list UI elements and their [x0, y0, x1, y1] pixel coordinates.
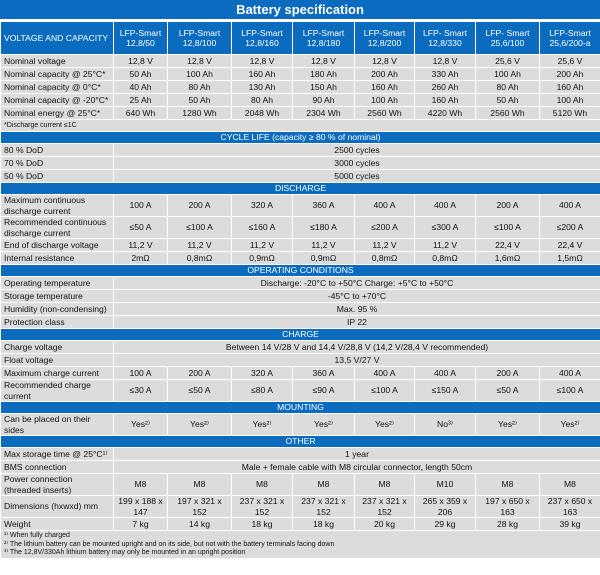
column-header-row	[1, 22, 600, 55]
row-label: 50 % DoD	[1, 170, 114, 183]
section-header	[1, 329, 600, 341]
row-label: Weight	[1, 518, 114, 531]
row-value: 11,2 V	[293, 239, 355, 252]
row-value: M10	[415, 474, 476, 496]
table-row	[1, 354, 600, 367]
table-row	[1, 316, 600, 329]
footnote: ³⁾ The 12,8V/330Ah lithium battery may only be mounted in an upright position	[4, 549, 246, 556]
model-header: LFP-Smart 12,8/200	[355, 22, 415, 55]
row-value: ≤150 A	[415, 380, 476, 402]
row-value: 160 Ah	[540, 81, 600, 94]
section-header	[1, 132, 600, 144]
row-value: 200 A	[476, 367, 540, 380]
row-value: 2mΩ	[114, 252, 168, 265]
row-value: 100 Ah	[355, 94, 415, 107]
row-value: 25,6 V	[540, 55, 600, 68]
row-value: 11,2 V	[232, 239, 293, 252]
section-title: DISCHARGE	[1, 183, 600, 195]
row-label: Nominal capacity @ 25°C*	[1, 68, 114, 81]
table-row	[1, 217, 600, 239]
row-value: 7 kg	[114, 518, 168, 531]
footnotes-row	[1, 531, 600, 559]
row-value: 2560 Wh	[355, 107, 415, 120]
row-label: Float voltage	[1, 354, 114, 367]
row-value: 360 A	[293, 367, 355, 380]
row-value: ≤200 A	[355, 217, 415, 239]
row-value: ≤180 A	[293, 217, 355, 239]
row-label: BMS connection	[1, 461, 114, 474]
row-value: Max. 95 %	[114, 303, 600, 316]
row-value: 130 Ah	[232, 81, 293, 94]
table-row	[1, 252, 600, 265]
row-value: ≤200 A	[540, 217, 600, 239]
row-value: 100 Ah	[168, 68, 232, 81]
table-row	[1, 303, 600, 316]
row-value: M8	[293, 474, 355, 496]
row-value: ≤90 A	[293, 380, 355, 402]
row-value: 265 x 359 x 206	[415, 496, 476, 518]
row-value: M8	[540, 474, 600, 496]
row-value: 0,8mΩ	[355, 252, 415, 265]
table-row	[1, 496, 600, 518]
row-value: ≤50 A	[168, 380, 232, 402]
footnote-row	[1, 120, 600, 132]
row-value: Yes²⁾	[476, 414, 540, 436]
row-value: M8	[232, 474, 293, 496]
table-row	[1, 144, 600, 157]
row-value: ≤100 A	[476, 217, 540, 239]
row-label: Nominal capacity @ -20°C*	[1, 94, 114, 107]
model-header: LFP-Smart 12,8/100	[168, 22, 232, 55]
row-value: 0,8mΩ	[168, 252, 232, 265]
row-value: 4220 Wh	[415, 107, 476, 120]
section-title-voltage-capacity: VOLTAGE AND CAPACITY	[1, 22, 114, 55]
row-label: 70 % DoD	[1, 157, 114, 170]
section-header	[1, 183, 600, 195]
row-label: Nominal voltage	[1, 55, 114, 68]
model-header: LFP-Smart 12,8/180	[293, 22, 355, 55]
row-value: 260 Ah	[415, 81, 476, 94]
table-row	[1, 380, 600, 402]
page-title: Battery specification	[0, 0, 600, 21]
row-label: Humidity (non-condensing)	[1, 303, 114, 316]
row-value: 1 year	[114, 448, 600, 461]
row-value: 2048 Wh	[232, 107, 293, 120]
row-value: 400 A	[540, 367, 600, 380]
row-value: 12,8 V	[293, 55, 355, 68]
table-row	[1, 277, 600, 290]
row-label: Storage temperature	[1, 290, 114, 303]
row-value: 320 A	[232, 195, 293, 217]
row-label: Internal resistance	[1, 252, 114, 265]
row-label: Dimensions (hxwxd) mm	[1, 496, 114, 518]
model-header: LFP-Smart 12,8/50	[114, 22, 168, 55]
row-value: ≤300 A	[415, 217, 476, 239]
row-value: 237 x 650 x 163	[540, 496, 600, 518]
table-row	[1, 367, 600, 380]
row-value: 12,8 V	[232, 55, 293, 68]
table-row	[1, 195, 600, 217]
row-value: M8	[168, 474, 232, 496]
row-value: 100 Ah	[540, 94, 600, 107]
row-label: Charge voltage	[1, 341, 114, 354]
section-title: MOUNTING	[1, 402, 600, 414]
table-row	[1, 157, 600, 170]
row-label: Protection class	[1, 316, 114, 329]
model-header: LFP- Smart 25,6/100	[476, 22, 540, 55]
table-row	[1, 170, 600, 183]
row-value: Between 14 V/28 V and 14,4 V/28,8 V (14,2 V/28,4 V recommended)	[114, 341, 600, 354]
row-value: 160 Ah	[232, 68, 293, 81]
row-label: Nominal energy @ 25°C*	[1, 107, 114, 120]
row-value: 3000 cycles	[114, 157, 600, 170]
row-label: 80 % DoD	[1, 144, 114, 157]
row-value: Male + female cable with M8 circular connector, length 50cm	[114, 461, 600, 474]
row-value: 25,6 V	[476, 55, 540, 68]
row-value: ≤160 A	[232, 217, 293, 239]
row-value: 50 Ah	[114, 68, 168, 81]
table-row	[1, 55, 600, 68]
footnote: ²⁾ The lithium battery can be mounted upright and on its side, but not with the battery terminals facing down	[4, 540, 335, 548]
row-value: IP 22	[114, 316, 600, 329]
row-label: Operating temperature	[1, 277, 114, 290]
section-title: CHARGE	[1, 329, 600, 341]
row-value: 80 Ah	[476, 81, 540, 94]
footnotes	[1, 531, 600, 559]
row-value: Discharge: -20°C to +50°C Charge: +5°C to +50°C	[114, 277, 600, 290]
row-value: 14 kg	[168, 518, 232, 531]
row-value: 22,4 V	[540, 239, 600, 252]
table-row	[1, 341, 600, 354]
row-value: 400 A	[355, 195, 415, 217]
row-value: 50 Ah	[168, 94, 232, 107]
row-value: 11,2 V	[168, 239, 232, 252]
row-value: Yes²⁾	[293, 414, 355, 436]
row-label: Power connection (threaded inserts)	[1, 474, 114, 496]
row-value: 100 A	[114, 367, 168, 380]
row-value: 360 A	[293, 195, 355, 217]
row-value: 640 Wh	[114, 107, 168, 120]
row-value: 100 A	[114, 195, 168, 217]
row-value: 237 x 321 x 152	[355, 496, 415, 518]
row-value: 39 kg	[540, 518, 600, 531]
row-value: 0,9mΩ	[293, 252, 355, 265]
row-value: 2560 Wh	[476, 107, 540, 120]
row-value: 12,8 V	[114, 55, 168, 68]
section-header	[1, 436, 600, 448]
table-row	[1, 239, 600, 252]
row-value: 12,8 V	[168, 55, 232, 68]
footnote: ¹⁾ When fully charged	[4, 532, 70, 539]
row-value: 200 A	[168, 195, 232, 217]
model-header: LFP-Smart 25,6/200-a	[540, 22, 600, 55]
row-value: 1280 Wh	[168, 107, 232, 120]
spec-table	[0, 21, 600, 559]
row-value: M8	[114, 474, 168, 496]
row-value: 150 Ah	[293, 81, 355, 94]
row-value: 5120 Wh	[540, 107, 600, 120]
row-value: 400 A	[415, 367, 476, 380]
table-row	[1, 448, 600, 461]
row-value: ≤100 A	[168, 217, 232, 239]
row-value: 237 x 321 x 152	[232, 496, 293, 518]
row-label: Maximum continuous discharge current	[1, 195, 114, 217]
row-value: ≤30 A	[114, 380, 168, 402]
row-value: ≤80 A	[232, 380, 293, 402]
row-value: 200 A	[476, 195, 540, 217]
row-value: 25 Ah	[114, 94, 168, 107]
section-title: OTHER	[1, 436, 600, 448]
row-value: No³⁾	[415, 414, 476, 436]
row-value: ≤50 A	[114, 217, 168, 239]
model-header: LFP-Smart 12,8/160	[232, 22, 293, 55]
table-row	[1, 107, 600, 120]
table-row	[1, 518, 600, 531]
row-value: 11,2 V	[355, 239, 415, 252]
row-value: Yes²⁾	[114, 414, 168, 436]
row-value: M8	[355, 474, 415, 496]
table-row	[1, 290, 600, 303]
row-label: Recommended charge current	[1, 380, 114, 402]
row-value: 2500 cycles	[114, 144, 600, 157]
row-value: Yes²⁾	[355, 414, 415, 436]
row-value: 2304 Wh	[293, 107, 355, 120]
table-row	[1, 68, 600, 81]
row-value: 80 Ah	[232, 94, 293, 107]
row-value: ≤100 A	[355, 380, 415, 402]
footnote: *Discharge current ≤1C	[1, 120, 600, 132]
row-value: 11,2 V	[114, 239, 168, 252]
table-row	[1, 94, 600, 107]
row-value: 400 A	[415, 195, 476, 217]
row-value: 200 Ah	[355, 68, 415, 81]
row-value: 28 kg	[476, 518, 540, 531]
row-value: 0,8mΩ	[415, 252, 476, 265]
row-value: 237 x 321 x 152	[293, 496, 355, 518]
row-label: Can be placed on their sides	[1, 414, 114, 436]
row-value: 400 A	[355, 367, 415, 380]
row-value: Yes²⁾	[540, 414, 600, 436]
row-value: 18 kg	[293, 518, 355, 531]
row-value: 197 x 650 x 163	[476, 496, 540, 518]
row-label: Max storage time @ 25°C¹⁾	[1, 448, 114, 461]
table-row	[1, 414, 600, 436]
row-value: 0,9mΩ	[232, 252, 293, 265]
row-value: 20 kg	[355, 518, 415, 531]
row-value: 40 Ah	[114, 81, 168, 94]
row-value: 100 Ah	[476, 68, 540, 81]
row-value: M8	[476, 474, 540, 496]
row-value: 200 A	[168, 367, 232, 380]
row-value: 400 A	[540, 195, 600, 217]
row-value: 1,6mΩ	[476, 252, 540, 265]
row-value: 5000 cycles	[114, 170, 600, 183]
row-value: 160 Ah	[415, 94, 476, 107]
row-value: 80 Ah	[168, 81, 232, 94]
row-value: 29 kg	[415, 518, 476, 531]
row-value: 320 A	[232, 367, 293, 380]
row-value: 1,5mΩ	[540, 252, 600, 265]
row-value: Yes²⁾	[232, 414, 293, 436]
row-label: Recommended continuous discharge current	[1, 217, 114, 239]
row-value: 200 Ah	[540, 68, 600, 81]
row-value: Yes²⁾	[168, 414, 232, 436]
row-label: Maximum charge current	[1, 367, 114, 380]
row-value: 330 Ah	[415, 68, 476, 81]
row-value: 50 Ah	[476, 94, 540, 107]
row-value: 197 x 321 x 152	[168, 496, 232, 518]
model-header: LFP- Smart 12,8/330	[415, 22, 476, 55]
row-value: 12,8 V	[355, 55, 415, 68]
section-title: OPERATING CONDITIONS	[1, 265, 600, 277]
row-value: 90 Ah	[293, 94, 355, 107]
row-value: ≤100 A	[540, 380, 600, 402]
section-header	[1, 265, 600, 277]
row-value: 11,2 V	[415, 239, 476, 252]
row-label: Nominal capacity @ 0°C*	[1, 81, 114, 94]
row-value: ≤50 A	[476, 380, 540, 402]
table-row	[1, 461, 600, 474]
row-value: 160 Ah	[355, 81, 415, 94]
table-row	[1, 474, 600, 496]
table-row	[1, 81, 600, 94]
row-label: End of discharge voltage	[1, 239, 114, 252]
row-value: 199 x 188 x 147	[114, 496, 168, 518]
section-title: CYCLE LIFE (capacity ≥ 80 % of nominal)	[1, 132, 600, 144]
row-value: 180 Ah	[293, 68, 355, 81]
section-header	[1, 402, 600, 414]
row-value: 12,8 V	[415, 55, 476, 68]
row-value: 18 kg	[232, 518, 293, 531]
row-value: 22,4 V	[476, 239, 540, 252]
row-value: 13,5 V/27 V	[114, 354, 600, 367]
row-value: -45°C to +70°C	[114, 290, 600, 303]
